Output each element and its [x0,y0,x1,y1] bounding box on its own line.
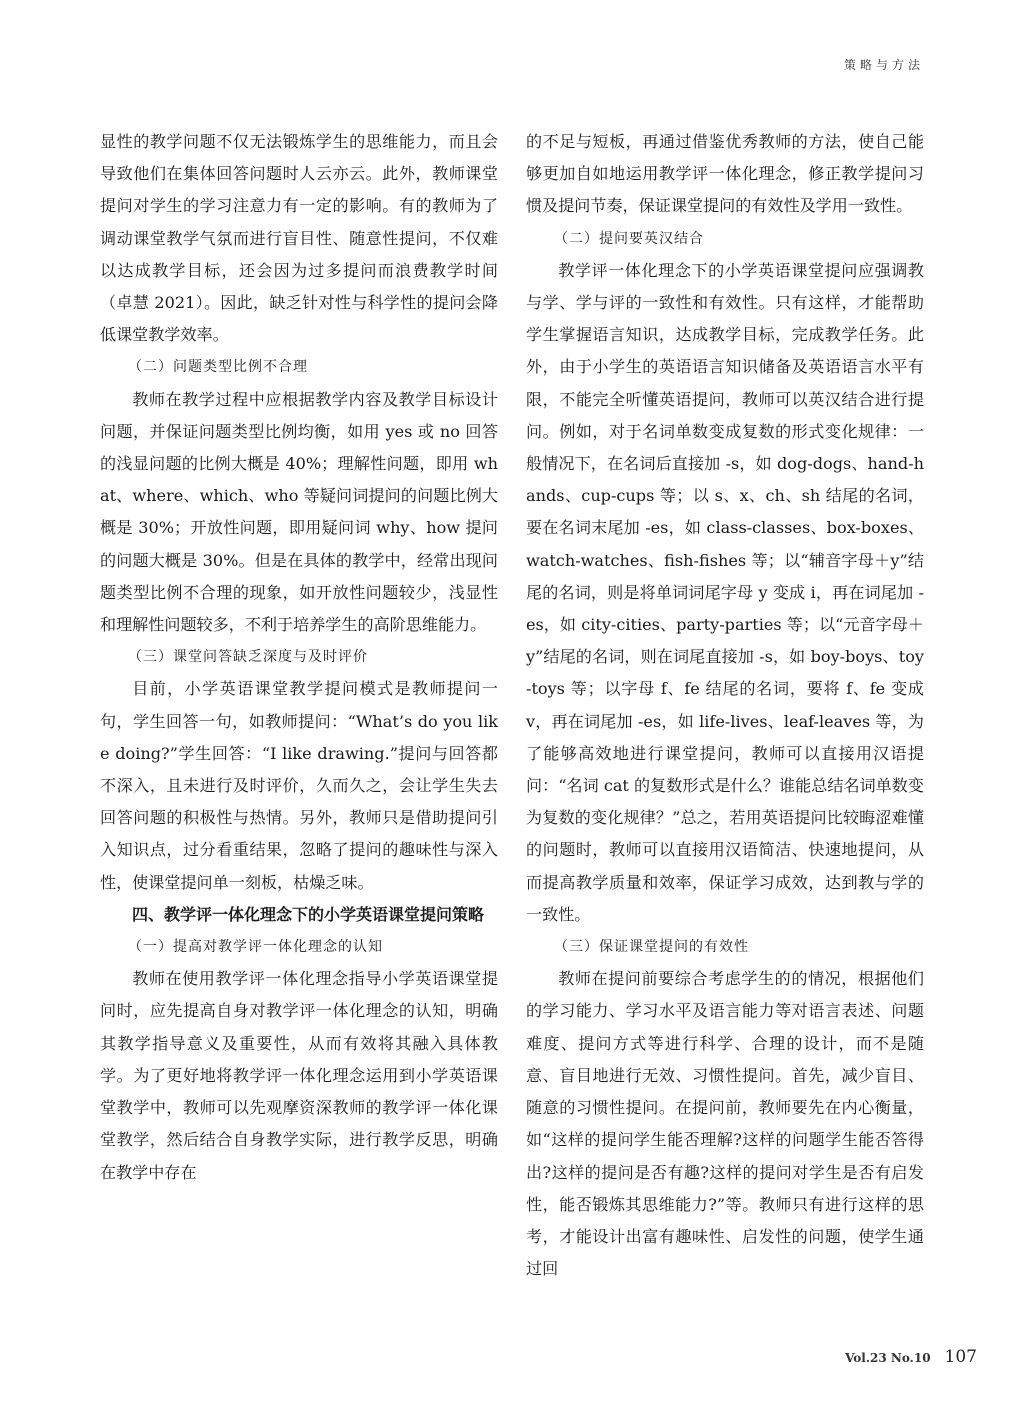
left-column [100,126,498,1189]
subsection-heading: （二）问题类型比例不合理 [128,359,308,376]
paragraph: 目前，小学英语课堂教学提问模式是教师提问一句，学生回答一句，如教师提问：“What’s do you like doing?”学生回答：“I like drawing.”提问与回答都不深入，且未进行及时评价，久而久之，会让学生失去回答问题的积极性与热情。另外，教师只是借助提问引入知识点，过分看重结果，忽略了提问的趣味性与深入性，使课堂提问单一刻板，枯燥乏味。 [100,679,498,892]
right-column [526,126,924,1285]
subsection-heading: （三）课堂问答缺乏深度与及时评价 [128,649,368,666]
paragraph: 的不足与短板，再通过借鉴优秀教师的方法，使自己能够更加自如地运用教学评一体化理念，修正教学提问习惯及提问节奏，保证课堂提问的有效性及学用一致性。 [526,132,924,216]
subsection-heading: （二）提问要英汉结合 [554,230,704,247]
paragraph: 教学评一体化理念下的小学英语课堂提问应强调教与学、学与评的一致性和有效性。只有这样，才能帮助学生掌握语言知识，达成教学目标，完成教学任务。此外，由于小学生的英语语言知识储备及英语语言水平有限，不能完全听懂英语提问，教师可以英汉结合进行提问。例如，对于名词单数变成复数的形式变化规律：一般情况下，在名词后直接加 -s，如 dog-dogs、hand-hands、cup-cups 等；以 s、x、ch、sh 结尾的名词，要在名词末尾加 -es，如 class-classes、box-boxes、watch-watches、fish-fishes 等；以“辅音字母＋y”结尾的名词，则是将单词词尾字母 y 变成 i，再在词尾加 -es，如 city-cities、party-parties 等；以“元音字母＋y”结尾的名词，则在词尾直接加 -s，如 boy-boys、toy-toys 等；以字母 f、fe 结尾的名词，要将 f、fe 变成 v，再在词尾加 -es，如 life-lives、leaf-leaves 等，为了能够高效地进行课堂提问，教师可以直接用汉语提问：“名词 cat 的复数形式是什么？谁能总结名词单数变为复数的变化规律？”总之，若用英语提问比较晦涩难懂的问题时，教师可以直接用汉语简洁、快速地提问，从而提高教学质量和效率，保证学习成效，达到教与学的一致性。 [526,260,924,924]
page-footer [845,1347,977,1367]
subsection-heading: （三）保证课堂提问的有效性 [554,939,749,956]
paragraph: 教师在教学过程中应根据教学内容及教学目标设计问题，并保证问题类型比例均衡，如用 yes 或 no 回答的浅显问题的比例大概是 40%；理解性问题，即用 what、where、which、who 等疑问词提问的问题比例大概是 30%；开放性问题，即用疑问词 why、how 提问的问题大概是 30%。但是在具体的教学中，经常出现问题类型比例不合理的现象，如开放性问题较少，浅显性和理解性问题较多，不利于培养学生的高阶思维能力。 [100,389,498,635]
section-heading: 四、教学评一体化理念下的小学英语课堂提问策略 [132,904,485,924]
paragraph: 显性的教学问题不仅无法锻炼学生的思维能力，而且会导致他们在集体回答问题时人云亦云。此外，教师课堂提问对学生的学习注意力有一定的影响。有的教师为了调动课堂教学气氛而进行盲目性、随意性提问，不仅难以达成教学目标，还会因为过多提问而浪费教学时间（卓慧 2021）。因此，缺乏针对性与科学性的提问会降低课堂教学效率。 [100,132,498,345]
page-number: 107 [944,1347,977,1367]
paragraph: 教师在使用教学评一体化理念指导小学英语课堂提问时，应先提高自身对教学评一体化理念的认知，明确其教学指导意义及重要性，从而有效将其融入具体教学。为了更好地将教学评一体化理念运用到小学英语课堂教学中，教师可以先观摩资深教师的教学评一体化课堂教学，然后结合自身教学实际，进行教学反思，明确在教学中存在 [100,969,498,1182]
subsection-heading: （一）提高对教学评一体化理念的认知 [128,939,383,956]
paragraph: 教师在提问前要综合考虑学生的的情况，根据他们的学习能力、学习水平及语言能力等对语言表述、问题难度、提问方式等进行科学、合理的设计，而不是随意、盲目地进行无效、习惯性提问。首先，减少盲目、随意的习惯性提问。在提问前，教师要先在内心衡量，如“这样的提问学生能否理解?这样的问题学生能否答得出?这样的提问是否有趣?这样的提问对学生是否有启发性，能否锻炼其思维能力?”等。教师只有进行这样的思考，才能设计出富有趣味性、启发性的问题，使学生通过回 [526,969,924,1279]
volume-label: Vol.23 No.10 [845,1351,931,1365]
running-head: 策略与方法 [843,58,924,72]
